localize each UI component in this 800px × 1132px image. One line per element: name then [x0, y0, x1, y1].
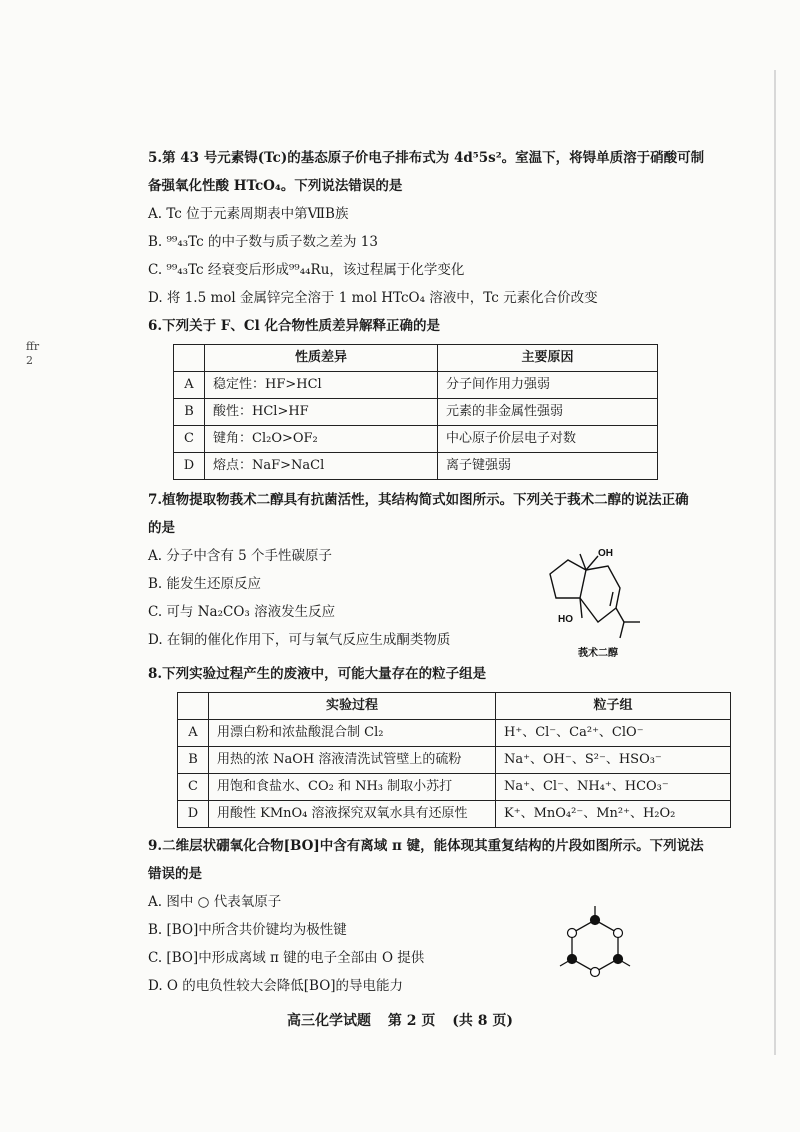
q6-stem: 6.下列关于 F、Cl 化合物性质差异解释正确的是	[148, 318, 440, 334]
q6-row-prop: 酸性：HCl>HF	[205, 399, 438, 426]
table-row	[178, 801, 731, 828]
scan-page-edge	[774, 70, 776, 1055]
q9-stem-line1: 9.二维层状硼氧化合物[BO]中含有离域 π 键，能体现其重复结构的片段如图所示。下列说法	[148, 838, 704, 854]
table-row	[178, 747, 731, 774]
table-row	[174, 426, 658, 453]
q8-header-blank	[178, 693, 209, 720]
q5-option-a: A. Tc 位于元素周期表中第ⅦB族	[148, 206, 349, 222]
q8-row-ions: Na⁺、OH⁻、S²⁻、HSO₃⁻	[496, 747, 731, 774]
question-8	[148, 664, 728, 828]
table-row	[174, 453, 658, 480]
q8-header-row	[178, 693, 731, 720]
curcumenol-structure-diagram	[536, 542, 646, 662]
q8-row-ions: K⁺、MnO₄²⁻、Mn²⁺、H₂O₂	[496, 801, 731, 828]
q8-row-process: 用热的浓 NaOH 溶液清洗试管壁上的硫粉	[209, 747, 496, 774]
footer-title: 高三化学试题	[287, 1013, 371, 1029]
q7-stem-line2: 的是	[148, 520, 175, 536]
q8-stem: 8.下列实验过程产生的废液中，可能大量存在的粒子组是	[148, 666, 487, 682]
q6-row-prop: 键角：Cl₂O>OF₂	[205, 426, 438, 453]
q6-row-label: C	[174, 426, 205, 453]
q6-row-prop: 熔点：NaF>NaCl	[205, 453, 438, 480]
q8-row-process: 用漂白粉和浓盐酸混合制 Cl₂	[209, 720, 496, 747]
question-9	[148, 836, 728, 1000]
q6-row-label: D	[174, 453, 205, 480]
q8-row-label: C	[178, 774, 209, 801]
question-7	[148, 490, 728, 664]
q6-row-reason: 分子间作用力强弱	[438, 372, 658, 399]
q5-option-d: D. 将 1.5 mol 金属锌完全溶于 1 mol HTcO₄ 溶液中，Tc 元素化合价改变	[148, 290, 598, 306]
q9-option-c: C. [BO]中形成离域 π 键的电子全部由 O 提供	[148, 950, 425, 966]
q6-table	[173, 344, 658, 480]
q6-row-reason: 离子键强弱	[438, 453, 658, 480]
q6-row-reason: 元素的非金属性强弱	[438, 399, 658, 426]
q8-table	[177, 692, 731, 828]
q9-option-b: B. [BO]中所含共价键均为极性键	[148, 922, 347, 938]
side-margin-mark: ffr 2	[26, 340, 40, 367]
q7-stem-line1: 7.植物提取物莪术二醇具有抗菌活性，其结构简式如图所示。下列关于莪术二醇的说法正确	[148, 492, 689, 508]
q5-option-c: C. ⁹⁹₄₃Tc 经衰变后形成⁹⁹₄₄Ru，该过程属于化学变化	[148, 262, 465, 278]
q8-header-process: 实验过程	[209, 693, 496, 720]
q8-row-ions: Na⁺、Cl⁻、NH₄⁺、HCO₃⁻	[496, 774, 731, 801]
q8-row-label: A	[178, 720, 209, 747]
q8-row-ions: H⁺、Cl⁻、Ca²⁺、ClO⁻	[496, 720, 731, 747]
q9-option-d: D. O 的电负性较大会降低[BO]的导电能力	[148, 978, 404, 994]
q6-row-reason: 中心原子价层电子对数	[438, 426, 658, 453]
q6-row-label: B	[174, 399, 205, 426]
q7-option-c: C. 可与 Na₂CO₃ 溶液发生反应	[148, 604, 336, 620]
page-footer	[0, 1010, 800, 1030]
q8-row-process: 用饱和食盐水、CO₂ 和 NH₃ 制取小苏打	[209, 774, 496, 801]
table-row	[178, 774, 731, 801]
oh-bottom-label: HO	[558, 614, 573, 625]
table-row	[174, 372, 658, 399]
filled-atom	[568, 955, 577, 964]
open-atom	[591, 968, 600, 977]
q8-header-ions: 粒子组	[496, 693, 731, 720]
q6-row-prop: 稳定性：HF>HCl	[205, 372, 438, 399]
footer-total: (共 8 页)	[452, 1013, 513, 1029]
q9-option-a: A. 图中 ○ 代表氧原子	[148, 894, 282, 910]
q5-stem-line2: 备强氧化性酸 HTcO₄。下列说法错误的是	[148, 178, 403, 194]
exam-content	[148, 148, 728, 1000]
bo-hexagon-fragment-diagram	[550, 902, 640, 997]
q7-body	[148, 546, 728, 664]
footer-page: 第 2 页	[387, 1013, 436, 1029]
q6-header-row	[174, 345, 658, 372]
q6-header-reason: 主要原因	[438, 345, 658, 372]
q7-option-d: D. 在铜的催化作用下，可与氧气反应生成酮类物质	[148, 632, 451, 648]
q7-option-b: B. 能发生还原反应	[148, 576, 262, 592]
open-atom	[614, 929, 623, 938]
question-6	[148, 316, 728, 480]
oh-top-label: OH	[598, 548, 613, 559]
q9-body	[148, 892, 728, 1000]
structure-caption: 莪术二醇	[578, 648, 618, 659]
q6-header-prop: 性质差异	[205, 345, 438, 372]
q9-options	[148, 892, 728, 996]
q9-stem-line2: 错误的是	[148, 866, 202, 882]
q6-header-blank	[174, 345, 205, 372]
q6-row-label: A	[174, 372, 205, 399]
open-atom	[568, 929, 577, 938]
filled-atom	[591, 916, 600, 925]
table-row	[174, 399, 658, 426]
table-row	[178, 720, 731, 747]
question-5	[148, 148, 728, 308]
q5-stem-line1: 5.第 43 号元素锝(Tc)的基态原子价电子排布式为 4d⁵5s²。室温下，将锝单质溶于硝酸可制	[148, 150, 705, 166]
q5-option-b: B. ⁹⁹₄₃Tc 的中子数与质子数之差为 13	[148, 234, 378, 250]
filled-atom	[614, 955, 623, 964]
q7-option-a: A. 分子中含有 5 个手性碳原子	[148, 548, 333, 564]
q8-row-process: 用酸性 KMnO₄ 溶液探究双氧水具有还原性	[209, 801, 496, 828]
q7-options	[148, 546, 450, 658]
q8-row-label: B	[178, 747, 209, 774]
q8-row-label: D	[178, 801, 209, 828]
